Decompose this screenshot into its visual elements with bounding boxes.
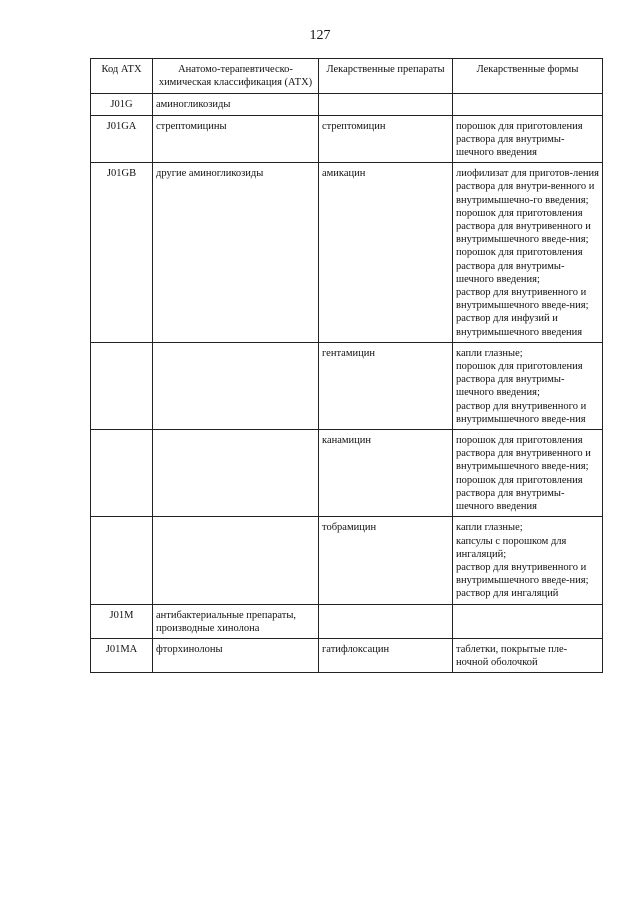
cell-drug: канамицин xyxy=(319,430,453,517)
cell-forms xyxy=(453,604,603,638)
cell-code: J01GB xyxy=(91,163,153,343)
cell-drug: амикацин xyxy=(319,163,453,343)
cell-classification: стрептомицины xyxy=(153,115,319,163)
cell-classification xyxy=(153,342,319,429)
dosage-form-item: порошок для приготовления раствора для внутримы-шечного введения xyxy=(456,474,583,513)
cell-code: J01G xyxy=(91,94,153,115)
cell-forms xyxy=(453,517,603,604)
cell-code: J01GA xyxy=(91,115,153,163)
dosage-form-item: раствор для инфузий и внутримышечного введения xyxy=(456,313,583,338)
table-row xyxy=(91,163,603,343)
cell-classification: аминогликозиды xyxy=(153,94,319,115)
cell-classification xyxy=(153,430,319,517)
dosage-form-item: раствор для ингаляций xyxy=(456,588,559,600)
cell-forms xyxy=(453,638,603,672)
dosage-form-item: порошок для приготовления раствора для внутривенного и внутримышечного введе-ния; xyxy=(456,435,591,473)
table-row xyxy=(91,94,603,115)
cell-classification: фторхинолоны xyxy=(153,638,319,672)
table-row xyxy=(91,517,603,604)
page-number: 127 xyxy=(309,28,331,43)
cell-code xyxy=(91,430,153,517)
table-row xyxy=(91,115,603,163)
dosage-form-item: порошок для приготовления раствора для внутримы-шечного введения xyxy=(456,120,583,159)
cell-drug: гентамицин xyxy=(319,342,453,429)
table-row xyxy=(91,430,603,517)
dosage-form-item: капли глазные; xyxy=(456,347,523,359)
table-body xyxy=(91,94,603,673)
cell-code xyxy=(91,517,153,604)
table-row xyxy=(91,604,603,638)
cell-code: J01M xyxy=(91,604,153,638)
cell-drug xyxy=(319,94,453,115)
dosage-form-item: таблетки, покрытые пле-ночной оболочкой xyxy=(456,643,568,669)
cell-code xyxy=(91,342,153,429)
dosage-form-item: порошок для приготовления раствора для внутримы-шечного введения; xyxy=(456,361,583,399)
cell-classification xyxy=(153,517,319,604)
dosage-form-item: капсулы с порошком для ингаляций; xyxy=(456,535,567,560)
cell-code: J01MA xyxy=(91,638,153,672)
cell-drug: тобрамицин xyxy=(319,517,453,604)
dosage-form-item: раствор для внутривенного и внутримышечного введе-ния; xyxy=(456,287,589,312)
dosage-form-item: лиофилизат для приготов-ления раствора для внутри-венного и внутримышечно-го введения; xyxy=(456,168,599,206)
header-forms: Лекарственные формы xyxy=(453,59,603,94)
dosage-form-item: порошок для приготовления раствора для внутривенного и внутримышечного введе-ния; xyxy=(456,207,591,246)
atx-drug-table xyxy=(90,58,603,673)
cell-drug: гатифлоксацин xyxy=(319,638,453,672)
cell-classification: другие аминогликозиды xyxy=(153,163,319,343)
table-row xyxy=(91,342,603,429)
table-row xyxy=(91,638,603,672)
cell-forms xyxy=(453,430,603,517)
cell-forms xyxy=(453,163,603,343)
dosage-form-item: капли глазные; xyxy=(456,522,523,534)
table-header-row xyxy=(91,59,603,94)
cell-classification: антибактериальные препараты, производные хинолона xyxy=(153,604,319,638)
header-code: Код АТХ xyxy=(91,59,153,94)
cell-forms xyxy=(453,94,603,115)
dosage-form-item: раствор для внутривенного и внутримышечного введе-ния xyxy=(456,400,587,425)
cell-drug: стрептомицин xyxy=(319,115,453,163)
cell-forms xyxy=(453,115,603,163)
cell-forms xyxy=(453,342,603,429)
dosage-form-item: порошок для приготовления раствора для внутримы-шечного введения; xyxy=(456,247,583,285)
dosage-form-item: раствор для внутривенного и внутримышечного введе-ния; xyxy=(456,561,589,587)
header-classification: Анатомо-терапевтическо-химическая классификация (АТХ) xyxy=(153,59,319,94)
header-drugs: Лекарственные препараты xyxy=(319,59,453,94)
cell-drug xyxy=(319,604,453,638)
